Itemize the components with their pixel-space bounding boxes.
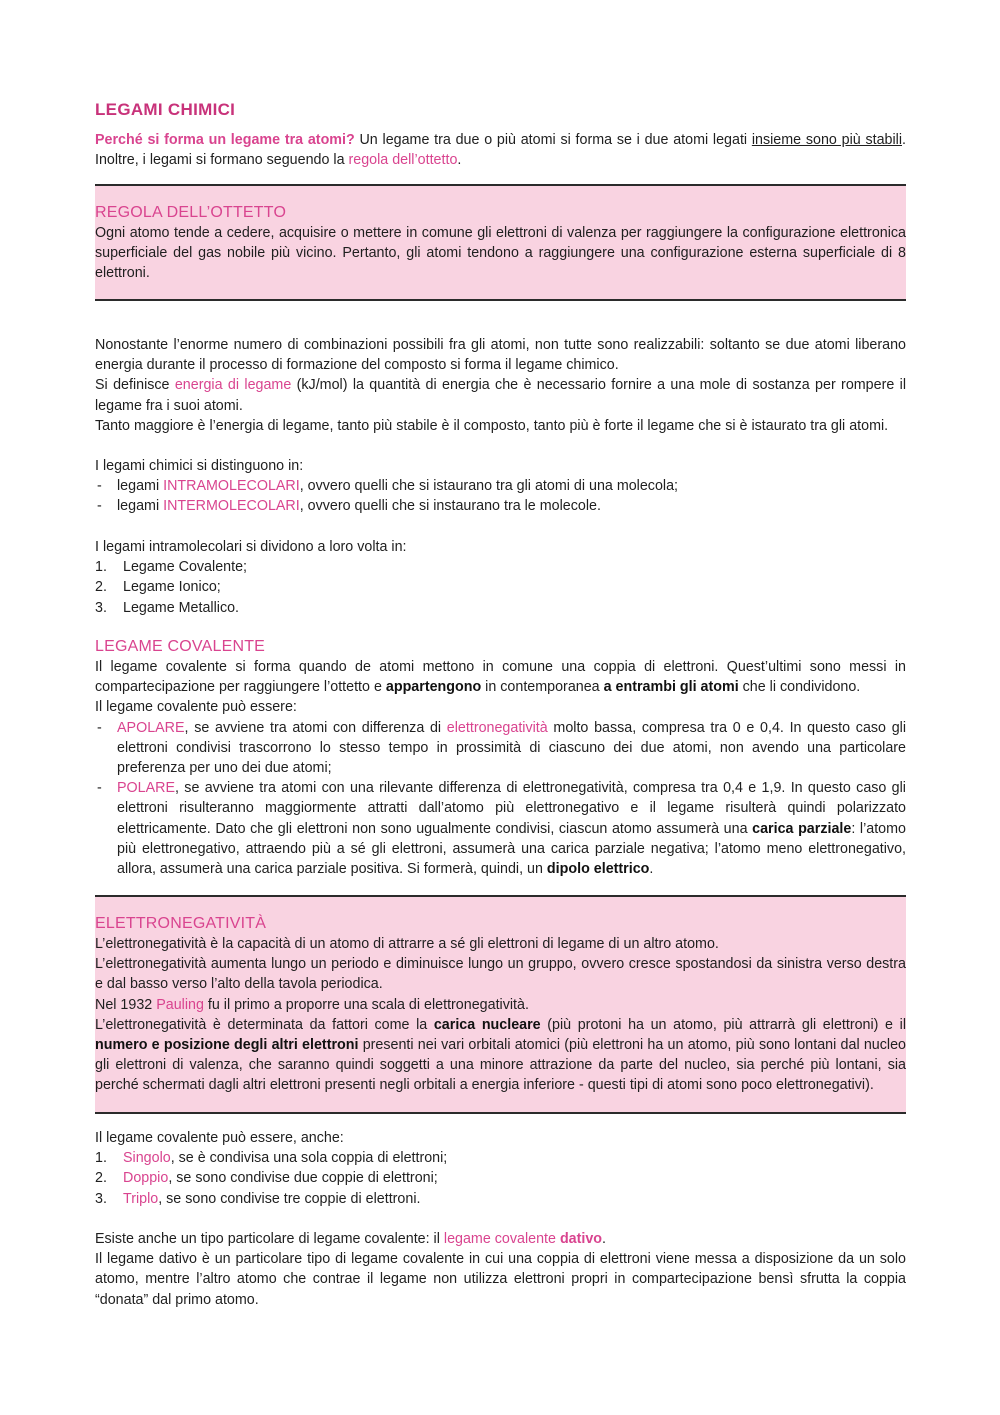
- list-item-polare: - POLARE, se avviene tra atomi con una rilevante differenza di elettronegatività, compresa tra 0,4 e 1,9. In questo caso gli elettroni risulteranno maggiormente attratti dall’atomo più elettronegativo e il legame risulterà quindi polarizzato elettricamente. Dato che gli elettroni non sono ugualmente condivisi, ciascun atomo assumerà una carica parziale: l’atomo più elettronegativo, attraendo più a sé gli elettroni, assumerà una carica parziale negativa; l’atomo meno elettronegativo, allora, assumerà una carica parziale positiva. Si formerà, quindi, un dipolo elettrico.: [97, 780, 906, 878]
- list-item: 3. Legame Metallico.: [95, 599, 240, 616]
- types-section: [95, 456, 906, 517]
- multiplicity-intro: Il legame covalente può essere, anche:: [95, 1130, 344, 1146]
- energy-p2: Si definisce energia di legame (kJ/mol) la quantità di energia che è necessario fornire a una mole di sostanza per rompere il legame fra i suoi atomi.: [95, 377, 906, 414]
- list-item: 3. Triplo, se sono condivise tre coppie di elettroni.: [95, 1190, 421, 1207]
- list-item: 1. Legame Covalente;: [95, 559, 247, 576]
- ottetto-link: regola dell’ottetto: [348, 152, 458, 169]
- dativo-p2: Il legame dativo è un particolare tipo di legame covalente in cui una coppia di elettroni viene messa a disposizione da un solo atomo, mentre l’altro atomo che contrae il legame non utilizza elettroni propri in compartecipazione bensì sfrutta la coppia “donata” dal primo atomo.: [95, 1251, 906, 1308]
- list-item: - legami INTERMOLECOLARI, ovvero quelli che si instaurano tra le molecole.: [97, 498, 601, 515]
- polarity-list: [95, 718, 906, 880]
- energy-section: [95, 335, 906, 436]
- list-item: 2. Legame Ionico;: [95, 579, 221, 596]
- elettronegativita-link: elettronegatività: [446, 719, 548, 736]
- list-item: 1. Singolo, se è condivisa una sola coppia di elettroni;: [95, 1150, 448, 1167]
- intro-question: Perché si forma un legame tra atomi?: [95, 132, 355, 148]
- covalente-p2: Il legame covalente può essere:: [95, 699, 297, 716]
- elettro-p2: L’elettronegatività aumenta lungo un periodo e diminuisce lungo un gruppo, ovvero cresce spostandosi da sinistra verso destra e dal basso verso l’alto della tavola periodica.: [95, 956, 906, 993]
- elettro-p3: Nel 1932 Pauling fu il primo a proporre una scala di elettronegatività.: [95, 996, 529, 1013]
- elettronegativita-heading: ELETTRONEGATIVITÀ: [95, 915, 267, 932]
- intra-intro: I legami intramolecolari si dividono a loro volta in:: [95, 539, 407, 555]
- covalente-heading: LEGAME COVALENTE: [95, 638, 266, 655]
- multiplicity-list: [95, 1148, 906, 1209]
- elettro-p4: L’elettronegatività è determinata da fattori come la carica nucleare (più protoni ha un atomo, più attrarrà gli elettroni) e il numero e posizione degli altri elettroni presenti nei vari orbitali atomici (più elettroni ha un atomo, più sono lontani dal nucleo gli elettroni di valenza, che saranno quindi soggetti a una minore attrazione da parte del nucleo, sia perché più lontani, sia perché schermati dagli altri elettroni presenti negli orbitali a energia inferiore - questi tipi di atomi sono poco elettronegativi).: [95, 1016, 906, 1094]
- energia-legame-term: energia di legame: [174, 377, 292, 394]
- covalente-p1: Il legame covalente si forma quando de atomi mettono in comune una coppia di elettroni. Quest’ultimi sono messi in compartecipazione per raggiungere l’ottetto e appartengono in contemporanea a entrambi gli atomi che li condividono.: [95, 659, 906, 696]
- list-item: 2. Doppio, se sono condivise due coppie di elettroni;: [95, 1170, 438, 1187]
- multiplicity-section: [95, 1128, 906, 1209]
- ottetto-heading: REGOLA DELL’OTTETTO: [95, 204, 287, 221]
- energy-p3: Tanto maggiore è l’energia di legame, tanto più stabile è il composto, tanto più è forte il legame che si è istaurato tra gli atomi.: [95, 417, 889, 434]
- intra-section: [95, 537, 906, 618]
- covalente-section: [95, 637, 906, 879]
- energy-p1: Nonostante l’enorme numero di combinazioni possibili fra gli atomi, non tutte sono realizzabili: soltanto se due atomi liberano energia durante il processo di formazione del composto si forma il legame chimico.: [95, 337, 906, 374]
- intro-paragraph: Perché si forma un legame tra atomi? Un legame tra due o più atomi si forma se i due atomi legati insieme sono più stabili. Inoltre, i legami si formano seguendo la regola dell’ottetto.: [95, 132, 906, 169]
- intra-list: [95, 557, 906, 618]
- list-item-apolare: - APOLARE, se avviene tra atomi con differenza di elettronegatività molto bassa, compresa tra 0 e 0,4. In questo caso gli elettroni condivisi trascorrono lo stesso tempo in prossimità di ciascuno dei due atomi, non avendo una particolare preferenza per uno dei due atomi;: [97, 719, 906, 777]
- list-item: - legami INTRAMOLECOLARI, ovvero quelli che si istaurano tra gli atomi di una molecola;: [97, 478, 679, 495]
- elettronegativita-box: [95, 895, 906, 1114]
- types-list: [95, 476, 906, 516]
- dativo-section: [95, 1229, 906, 1310]
- types-intro: I legami chimici si distinguono in:: [95, 458, 304, 474]
- ottetto-text: Ogni atomo tende a cedere, acquisire o mettere in comune gli elettroni di valenza per raggiungere la configurazione elettronica superficiale del gas nobile più vicino. Pertanto, gli atomi tendono a raggiungere una configurazione esterna superficiale di 8 elettroni.: [95, 225, 906, 282]
- elettro-p1: L’elettronegatività è la capacità di un atomo di attrarre a sé gli elettroni di legame di un altro atomo.: [95, 936, 719, 952]
- page-title: LEGAMI CHIMICI: [95, 100, 236, 119]
- intro-underlined: insieme sono più stabili: [751, 132, 903, 148]
- dativo-p1: Esiste anche un tipo particolare di legame covalente: il legame covalente dativo.: [95, 1231, 607, 1247]
- ottetto-box: [95, 184, 906, 301]
- pauling-name: Pauling: [156, 996, 204, 1013]
